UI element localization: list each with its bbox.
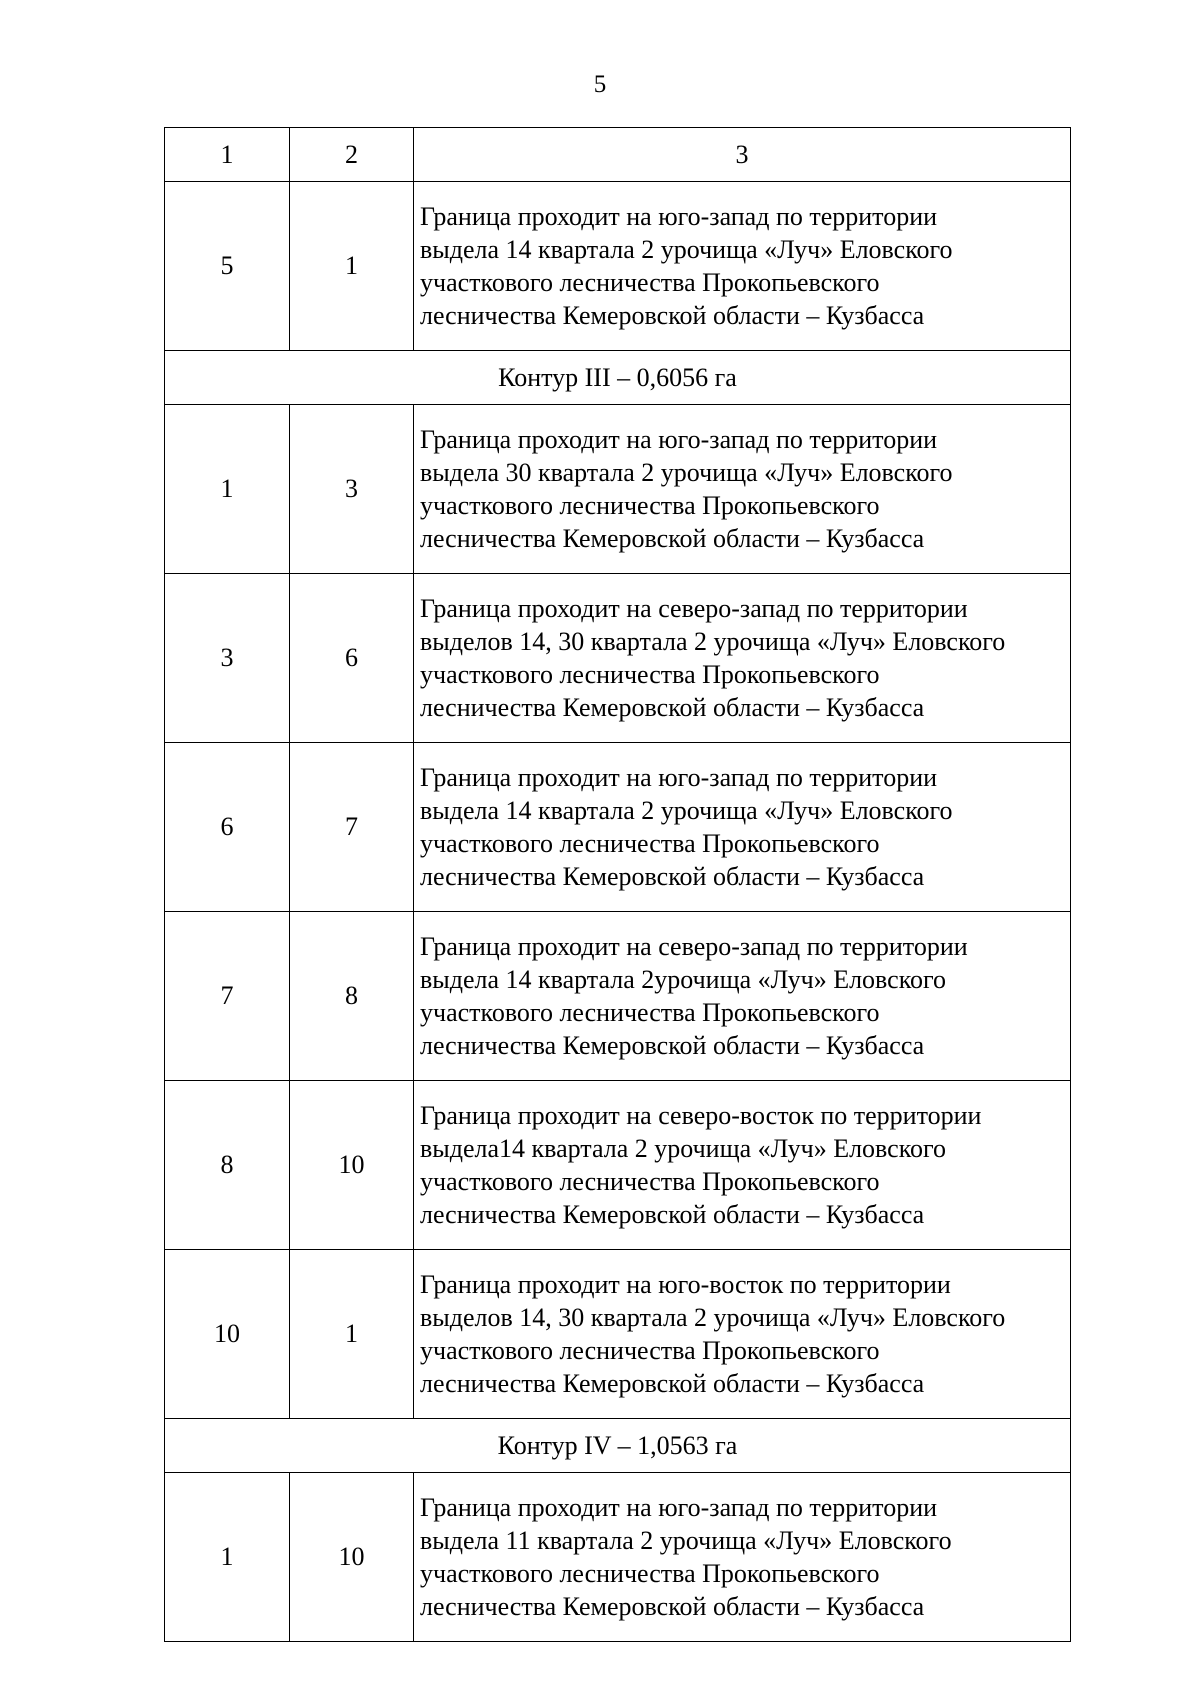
description-line: лесничества Кемеровской области – Кузбасса: [420, 1200, 925, 1229]
contour-heading: Контур III – 0,6056 га: [165, 351, 1071, 405]
to-point-cell: 8: [290, 912, 414, 1081]
description-line: Граница проходит на северо-запад по территории: [420, 594, 968, 623]
description-line: выдела 14 квартала 2урочища «Луч» Еловского: [420, 965, 947, 994]
from-point-cell: 6: [165, 743, 290, 912]
column-number-cell: 3: [414, 128, 1071, 182]
description-line: участкового лесничества Прокопьевского: [420, 998, 880, 1027]
boundary-description-table: [164, 127, 1071, 1642]
to-point-cell: 6: [290, 574, 414, 743]
description-line: выдела 30 квартала 2 урочища «Луч» Еловского: [420, 458, 953, 487]
boundary-segment-row: [165, 574, 1071, 743]
from-point-cell: 1: [165, 405, 290, 574]
contour-heading-row: [165, 351, 1071, 405]
column-number-cell: 1: [165, 128, 290, 182]
to-point-cell: 7: [290, 743, 414, 912]
boundary-description-cell: [414, 1081, 1071, 1250]
to-point-cell: 10: [290, 1473, 414, 1642]
description-line: лесничества Кемеровской области – Кузбасса: [420, 524, 925, 553]
description-line: лесничества Кемеровской области – Кузбасса: [420, 301, 925, 330]
description-line: участкового лесничества Прокопьевского: [420, 1167, 880, 1196]
description-line: участкового лесничества Прокопьевского: [420, 1336, 880, 1365]
column-number-header-row: [165, 128, 1071, 182]
description-line: Граница проходит на юго-запад по территории: [420, 202, 938, 231]
boundary-segment-row: [165, 1250, 1071, 1419]
to-point-cell: 10: [290, 1081, 414, 1250]
from-point-cell: 8: [165, 1081, 290, 1250]
boundary-segment-row: [165, 743, 1071, 912]
from-point-cell: 3: [165, 574, 290, 743]
from-point-cell: 7: [165, 912, 290, 1081]
contour-heading-row: [165, 1419, 1071, 1473]
description-line: Граница проходит на юго-запад по территории: [420, 763, 938, 792]
description-line: выдела14 квартала 2 урочища «Луч» Еловского: [420, 1134, 947, 1163]
description-line: участкового лесничества Прокопьевского: [420, 1559, 880, 1588]
to-point-cell: 1: [290, 182, 414, 351]
description-line: участкового лесничества Прокопьевского: [420, 660, 880, 689]
boundary-segment-row: [165, 182, 1071, 351]
boundary-segment-row: [165, 1081, 1071, 1250]
description-line: участкового лесничества Прокопьевского: [420, 491, 880, 520]
from-point-cell: 10: [165, 1250, 290, 1419]
page-number: 5: [593, 71, 607, 98]
description-line: Граница проходит на юго-запад по территории: [420, 1493, 938, 1522]
boundary-description-cell: [414, 743, 1071, 912]
boundary-description-cell: [414, 405, 1071, 574]
table-body: [165, 128, 1071, 1642]
description-line: лесничества Кемеровской области – Кузбасса: [420, 1031, 925, 1060]
description-line: лесничества Кемеровской области – Кузбасса: [420, 1369, 925, 1398]
description-line: выдела 14 квартала 2 урочища «Луч» Еловского: [420, 796, 953, 825]
description-line: Граница проходит на северо-запад по территории: [420, 932, 968, 961]
description-line: участкового лесничества Прокопьевского: [420, 268, 880, 297]
column-number-cell: 2: [290, 128, 414, 182]
description-line: Граница проходит на юго-запад по территории: [420, 425, 938, 454]
description-line: Граница проходит на юго-восток по территории: [420, 1270, 951, 1299]
boundary-segment-row: [165, 405, 1071, 574]
boundary-segment-row: [165, 912, 1071, 1081]
from-point-cell: 1: [165, 1473, 290, 1642]
to-point-cell: 3: [290, 405, 414, 574]
description-line: лесничества Кемеровской области – Кузбасса: [420, 862, 925, 891]
description-line: лесничества Кемеровской области – Кузбасса: [420, 693, 925, 722]
description-line: участкового лесничества Прокопьевского: [420, 829, 880, 858]
to-point-cell: 1: [290, 1250, 414, 1419]
boundary-description-cell: [414, 182, 1071, 351]
description-line: выделов 14, 30 квартала 2 урочища «Луч» Еловского: [420, 627, 1006, 656]
boundary-description-cell: [414, 574, 1071, 743]
boundary-segment-row: [165, 1473, 1071, 1642]
description-line: выдела 14 квартала 2 урочища «Луч» Еловского: [420, 235, 953, 264]
boundary-description-cell: [414, 912, 1071, 1081]
contour-heading: Контур IV – 1,0563 га: [165, 1419, 1071, 1473]
from-point-cell: 5: [165, 182, 290, 351]
description-line: лесничества Кемеровской области – Кузбасса: [420, 1592, 925, 1621]
description-line: выдела 11 квартала 2 урочища «Луч» Еловского: [420, 1526, 952, 1555]
description-line: Граница проходит на северо-восток по территории: [420, 1101, 982, 1130]
description-line: выделов 14, 30 квартала 2 урочища «Луч» Еловского: [420, 1303, 1006, 1332]
boundary-description-cell: [414, 1250, 1071, 1419]
boundary-description-cell: [414, 1473, 1071, 1642]
